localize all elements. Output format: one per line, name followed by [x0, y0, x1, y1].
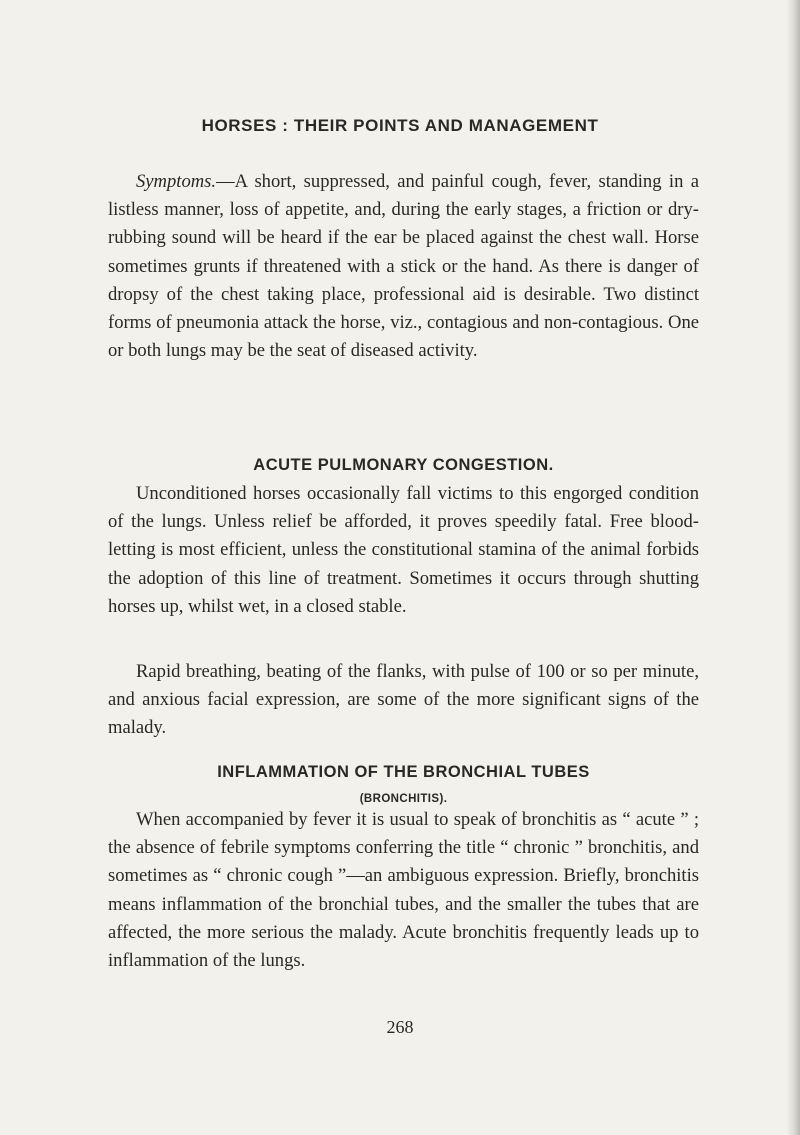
congestion-paragraph-2: Rapid breathing, beating of the flanks, with pulse of 100 or so per minute, and anxious facial expression, are some of the more significant signs of the malady. [108, 661, 699, 739]
symptoms-body: —A short, suppressed, and painful cough, fever, standing in a listless manner, loss of appetite, and, during the early stages, a friction or dry-rubbing sound will be heard if the ear be placed against the chest wall. Horse sometimes grunts if threatened with a stick or the hand. As there is danger of dropsy of the chest taking place, professional aid is desirable. Two distinct forms of pneumonia attack the horse, viz., contagious and non-contagious. One or both lungs may be the seat of diseased activity. [108, 171, 699, 362]
symptoms-paragraph [108, 168, 699, 365]
congestion-section [108, 480, 699, 621]
running-head: HORSES : THEIR POINTS AND MANAGEMENT [201, 116, 599, 135]
heading-acute-pulmonary-congestion: ACUTE PULMONARY CONGESTION. [253, 456, 554, 474]
symptoms-lead: Symptoms. [136, 171, 217, 192]
page-number: 268 [386, 1017, 414, 1037]
heading-bronchial-inflammation: INFLAMMATION OF THE BRONCHIAL TUBES [217, 763, 590, 781]
congestion-paragraph-1: Unconditioned horses occasionally fall victims to this engorged condition of the lungs. Unless relief be afforded, it proves speedily fatal. Free blood-letting is most efficient, unless the constitutional stamina of the animal forbids the adoption of this line of treatment. Sometimes it occurs through shutting horses up, whilst wet, in a closed stable. [108, 483, 699, 617]
symptoms-section [108, 168, 699, 365]
page-edge-shadow [786, 0, 800, 1135]
bronchitis-section [108, 806, 699, 975]
subheading-bronchitis: (BRONCHITIS). [359, 793, 448, 805]
bronchitis-paragraph: When accompanied by fever it is usual to speak of bronchitis as “ acute ” ; the absence of febrile symptoms conferring the title “ chronic ” bronchitis, and sometimes as “ chronic cough ”—an ambiguous expression. Briefly, bronchitis means inflammation of the bronchial tubes, and the smaller the tubes that are affected, the more serious the malady. Acute bronchitis frequently leads up to inflammation of the lungs. [108, 809, 699, 972]
congestion-section-2 [108, 658, 699, 743]
